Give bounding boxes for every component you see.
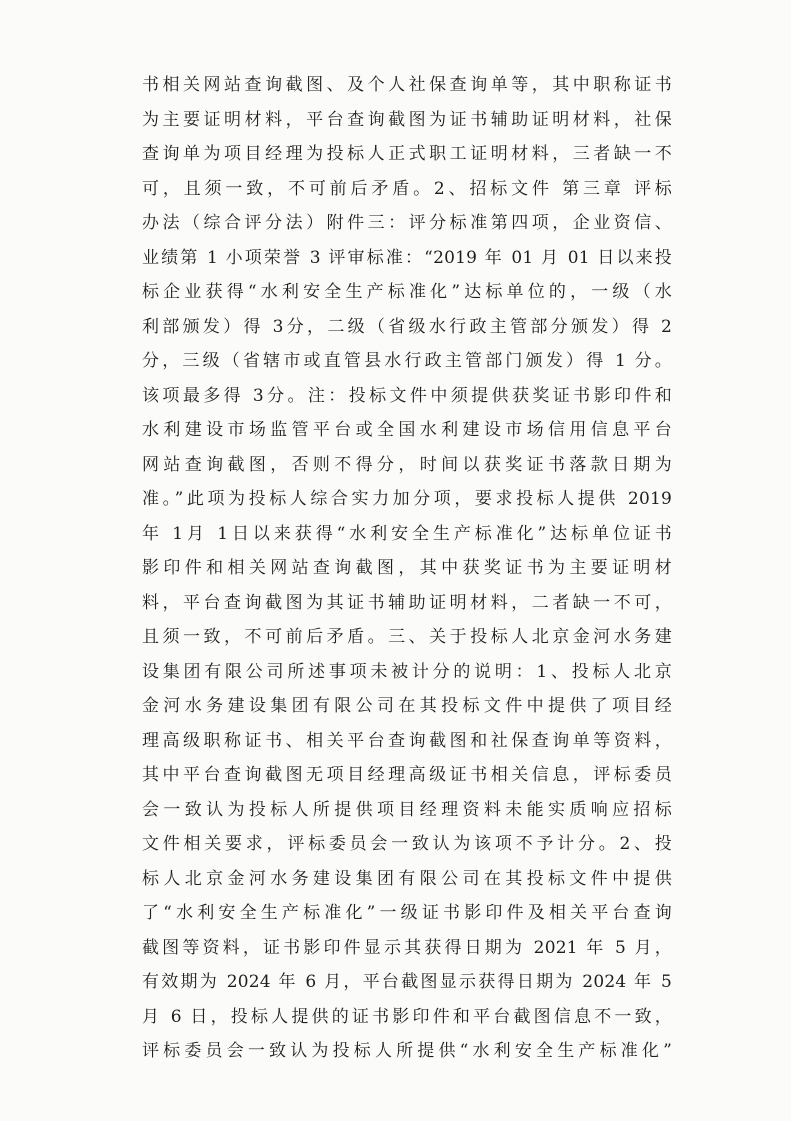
text-line: 了“水利安全生产标准化”一级证书影印件及相关平台查询: [142, 903, 672, 923]
text-line: 该项最多得 3分。注：投标文件中须提供获奖证书影印件和: [142, 385, 672, 406]
text-line: 业绩第 1 小项荣誉 3 评审标准：“2019 年 01 月 01 日以来投: [142, 247, 672, 268]
text-line: 评标委员会一致认为投标人所提供“水利安全生产标准化”: [142, 1041, 672, 1061]
text-line: 文件相关要求，评标委员会一致认为该项不予计分。2、投: [142, 834, 672, 854]
text-line: 金河水务建设集团有限公司在其投标文件中提供了项目经: [142, 696, 672, 716]
text-line: 标人北京金河水务建设集团有限公司在其投标文件中提供: [142, 868, 672, 889]
text-line: 料，平台查询截图为其证书辅助证明材料，二者缺一不可，: [142, 592, 672, 613]
text-line: 年 1月 1日以来获得“水利安全生产标准化”达标单位证书: [142, 523, 672, 544]
text-line: 其中平台查询截图无项目经理高级证书相关信息，评标委员: [142, 765, 672, 785]
text-line: 网站查询截图，否则不得分，时间以获奖证书落款日期为: [142, 454, 672, 475]
text-line: 设集团有限公司所述事项未被计分的说明：1、投标人北京: [142, 661, 672, 682]
body-text: [142, 68, 672, 1069]
text-line: 分，三级（省辖市或直管县水行政主管部门颁发）得 1 分。: [142, 351, 672, 371]
text-line: 准。”此项为投标人综合实力加分项，要求投标人提供 2019: [142, 489, 672, 509]
text-line: 会一致认为投标人所提供项目经理资料未能实质响应招标: [142, 799, 672, 820]
text-line: 水利建设市场监管平台或全国水利建设市场信用信息平台: [142, 420, 672, 440]
text-line: 月 6 日，投标人提供的证书影印件和平台截图信息不一致，: [142, 1006, 672, 1027]
text-line: 有效期为 2024 年 6 月，平台截图显示获得日期为 2024 年 5: [142, 972, 672, 992]
text-line: 办法（综合评分法）附件三：评分标准第四项，企业资信、: [142, 213, 672, 233]
text-line: 理高级职称证书、相关平台查询截图和社保查询单等资料，: [142, 730, 672, 751]
text-line: 为主要证明材料，平台查询截图为证书辅助证明材料，社保: [142, 109, 672, 130]
text-line: 利部颁发）得 3分，二级（省级水行政主管部分颁发）得 2: [142, 316, 672, 337]
text-line: 书相关网站查询截图、及个人社保查询单等，其中职称证书: [142, 75, 672, 95]
text-line: 可，且须一致，不可前后矛盾。2、招标文件 第三章 评标: [142, 178, 672, 199]
text-line: 标企业获得“水利安全生产标准化”达标单位的，一级（水: [142, 282, 672, 302]
text-line: 截图等资料，证书影印件显示其获得日期为 2021 年 5 月，: [142, 937, 672, 958]
text-line: 影印件和相关网站查询截图，其中获奖证书为主要证明材: [142, 558, 672, 578]
text-line: 且须一致，不可前后矛盾。三、关于投标人北京金河水务建: [142, 627, 672, 647]
text-line: 查询单为项目经理为投标人正式职工证明材料，三者缺一不: [142, 144, 672, 164]
